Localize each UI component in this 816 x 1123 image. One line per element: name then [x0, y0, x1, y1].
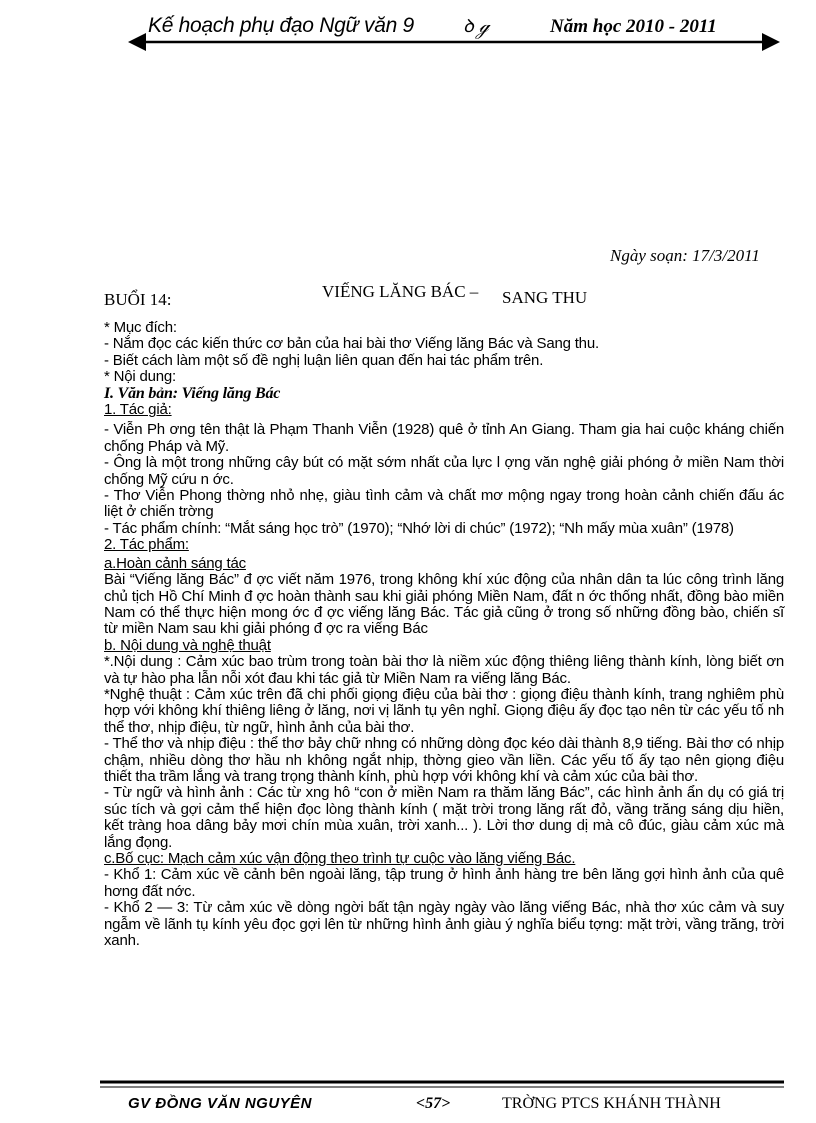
- words-images-paragraph: - Từ ngữ và hình ảnh : Các từ xng hô “con ở miền Nam ra thăm lăng Bác”, các hình ảnh ẩn dụ có giá trị súc tích và gợi cảm thể hiện đọc lòng thành kính ( mặt trời trong lăng rất đỏ, vầng trăng sáng dịu hiền, kết tràng hoa dâng bảy mơi chín mùa xuân, trời xanh... ). Lời thơ dung dị mà cô đúc, giàu cảm xúc mà lắng đọng.: [104, 784, 784, 851]
- subheading-content-art: b. Nội dung và nghệ thuật: [104, 636, 271, 654]
- objective-item-1: - Nắm đọc các kiến thức cơ bản của hai bài thơ Viếng lăng Bác và Sang thu.: [104, 335, 599, 353]
- header-school-year: Năm học 2010 - 2011: [550, 16, 717, 37]
- subheading-context: a.Hoàn cảnh sáng tác: [104, 554, 246, 572]
- author-paragraph-1: - Viễn Ph ơng tên thật là Phạm Thanh Viễn (1928) quê ở tỉnh An Giang. Tham gia hai cuộc kháng chiến chống Pháp và Mỹ.: [104, 421, 784, 455]
- lesson-title-row: [104, 282, 804, 309]
- school-name: TRỜNG PTCS KHÁNH THÀNH: [502, 1095, 721, 1112]
- content-paragraph: *.Nội dung : Cảm xúc bao trùm trong toàn bài thơ là niềm xúc động thiêng liêng thành kính, lòng biết ơn và tự hào pha lẫn nỗi xót đau khi tác giả từ Miền Nam ra viếng lăng Bác.: [104, 653, 784, 687]
- title-part-1: VIẾNG LĂNG BÁC –: [322, 282, 479, 301]
- page-number: <57>: [416, 1095, 451, 1112]
- preparation-date: Ngày soạn: 17/3/2011: [610, 246, 760, 265]
- header-ornament: ꝺ ℊ: [463, 16, 489, 36]
- objective-item-2: - Biết cách làm một số đề nghị luận liên quan đến hai tác phẩm trên.: [104, 351, 544, 369]
- subheading-author: 1. Tác giả:: [104, 401, 172, 419]
- stanza-1-paragraph: - Khổ 1: Cảm xúc về cảnh bên ngoài lăng, tập trung ở hình ảnh hàng tre bên lăng gợi hình ảnh của quê hơng đất nớc.: [104, 866, 784, 900]
- teacher-name: GV ĐỒNG VĂN NGUYÊN: [128, 1095, 313, 1112]
- structure-heading: c.Bố cục: Mạch cảm xúc vận động theo trình tự cuộc vào lăng viếng Bác.: [104, 850, 576, 867]
- context-paragraph: Bài “Viếng lăng Bác” đ ợc viết năm 1976, trong không khí xúc động của nhân dân ta lúc công trình lăng chủ tịch Hồ Chí Minh đ ợc hoàn thành sau khi giải phóng Miền Nam, đất n ớc thống nhất, đồng bào miền Nam có thể thực hiện mong ớc đ ợc viếng lăng Bác. Tác giả cũng ở trong số những đồng bào, chiến sĩ từ miền Nam sau khi giải phóng đ ợc ra viếng Bác: [104, 571, 784, 638]
- art-paragraph: *Nghệ thuật : Cảm xúc trên đã chi phối giọng điệu của bài thơ : giọng điệu thành kính, trang nghiêm phù hợp với không khí thiêng liêng ở lăng, nơi vị lãnh tụ yên nghỉ. Giọng điệu ấy đọc tạo nên từ các yếu tố nh thể thơ, nhịp điệu, từ ngữ, hình ảnh của bài thơ.: [104, 685, 784, 736]
- title-part-2: SANG THU: [502, 288, 588, 307]
- section-heading-1: I. Văn bản: Viếng lăng Bác: [104, 384, 281, 402]
- content-heading: * Nội dung:: [104, 368, 177, 386]
- subheading-work: 2. Tác phẩm:: [104, 536, 189, 554]
- document-body: [104, 320, 784, 949]
- left-arrow-icon: [128, 33, 146, 51]
- author-paragraph-3: - Thơ Viễn Phong thờng nhỏ nhẹ, giàu tình cảm và chất mơ mộng ngay trong hoàn cảnh chiến đấu ác liệt ở chiến trờng: [104, 487, 784, 521]
- form-rhythm-paragraph: - Thể thơ và nhịp điệu : thể thơ bảy chữ nhng có những dòng đọc kéo dài thành 8,9 tiếng. Bài thơ có nhịp chậm, nhiều dòng thơ hầu nh không ngắt nhịp, thờng gieo vần liền. Các yếu tố ấy tạo nên giọng điệu thiết tha trầm lắng và trang trọng thành kính, phù hợp với không khí và cảm xúc của bài thơ.: [104, 735, 784, 785]
- header-left-title: Kế hoạch phụ đạo Ngữ văn 9: [148, 14, 414, 37]
- session-label: BUỔI 14:: [104, 290, 172, 309]
- objective-heading: * Mục đích:: [104, 319, 177, 336]
- page-footer: [128, 1095, 788, 1115]
- author-paragraph-4: - Tác phẩm chính: “Mắt sáng học trò” (1970); “Nhớ lời di chúc” (1972); “Nh mấy mùa xuân” (1978): [104, 519, 734, 537]
- right-arrow-icon: [762, 33, 780, 51]
- stanza-2-3-paragraph: - Khổ 2 — 3: Từ cảm xúc về dòng ngời bất tận ngày ngày vào lăng viếng Bác, nhà thơ xúc cảm và suy ngẫm về lãnh tụ kính yêu đọc gợi lên từ những hình ảnh giàu ý nghĩa biểu tợng: mặt trời, vầng trăng, trời xanh.: [104, 899, 784, 950]
- author-paragraph-2: - Ông là một trong những cây bút có mặt sớm nhất của lực l ợng văn nghệ giải phóng ở miền Nam thời chống Mỹ cứu n ớc.: [104, 454, 784, 488]
